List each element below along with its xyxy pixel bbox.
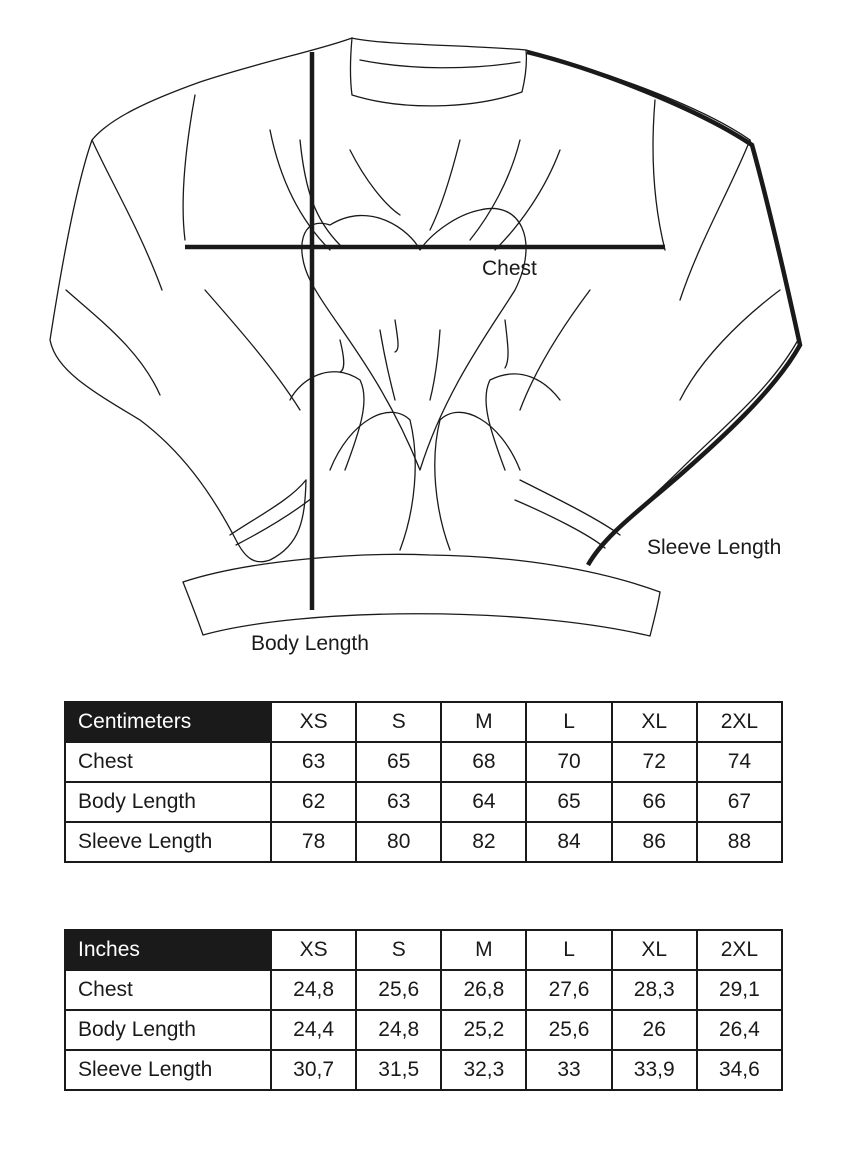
table-cell: 25,2 [441,1010,526,1050]
table-cell: 25,6 [526,1010,611,1050]
sleeve-length-label: Sleeve Length [647,536,782,559]
sweatshirt-outline [50,38,352,562]
inches-size-table [64,929,783,1091]
size-header: S [356,930,441,970]
table-header-row [65,702,782,742]
row-label: Body Length [65,1010,271,1050]
table-cell: 78 [271,822,356,862]
table-cell: 72 [612,742,697,782]
table-cell: 88 [697,822,782,862]
table-cell: 63 [271,742,356,782]
size-header: XL [612,702,697,742]
table-row [65,1010,782,1050]
size-header: 2XL [697,930,782,970]
table-cell: 25,6 [356,970,441,1010]
table-cell: 26,4 [697,1010,782,1050]
table-cell: 24,4 [271,1010,356,1050]
table-cell: 29,1 [697,970,782,1010]
size-header: M [441,930,526,970]
table-cell: 62 [271,782,356,822]
table-cell: 65 [356,742,441,782]
table-cell: 26,8 [441,970,526,1010]
table-row [65,782,782,822]
table-cell: 68 [441,742,526,782]
row-label: Sleeve Length [65,1050,271,1090]
size-header: L [526,930,611,970]
unit-header: Inches [65,930,271,970]
row-label: Sleeve Length [65,822,271,862]
left-cuff [230,480,312,545]
table-cell: 70 [526,742,611,782]
table-cell: 26 [612,1010,697,1050]
unit-header: Centimeters [65,702,271,742]
row-label: Body Length [65,782,271,822]
row-label: Chest [65,970,271,1010]
table-row [65,822,782,862]
centimeters-size-table [64,701,783,863]
right-cuff [515,480,620,548]
table-cell: 64 [441,782,526,822]
size-header: L [526,702,611,742]
sleeve-length-measure-line [527,52,800,565]
table-cell: 80 [356,822,441,862]
size-header: XS [271,702,356,742]
table-cell: 74 [697,742,782,782]
table-row [65,970,782,1010]
table-cell: 28,3 [612,970,697,1010]
table-cell: 33 [526,1050,611,1090]
table-cell: 31,5 [356,1050,441,1090]
body-length-label: Body Length [251,632,369,655]
size-header: XS [271,930,356,970]
table-row [65,742,782,782]
table-cell: 86 [612,822,697,862]
table-cell: 65 [526,782,611,822]
table-cell: 24,8 [356,1010,441,1050]
size-header: S [356,702,441,742]
table-cell: 33,9 [612,1050,697,1090]
size-header: M [441,702,526,742]
table-cell: 27,6 [526,970,611,1010]
table-cell: 82 [441,822,526,862]
table-cell: 63 [356,782,441,822]
table-cell: 66 [612,782,697,822]
table-cell: 32,3 [441,1050,526,1090]
table-cell: 84 [526,822,611,862]
table-cell: 30,7 [271,1050,356,1090]
table-cell: 24,8 [271,970,356,1010]
table-cell: 34,6 [697,1050,782,1090]
table-cell: 67 [697,782,782,822]
size-header: XL [612,930,697,970]
table-header-row [65,930,782,970]
table-row [65,1050,782,1090]
chest-label: Chest [482,257,537,280]
row-label: Chest [65,742,271,782]
size-header: 2XL [697,702,782,742]
